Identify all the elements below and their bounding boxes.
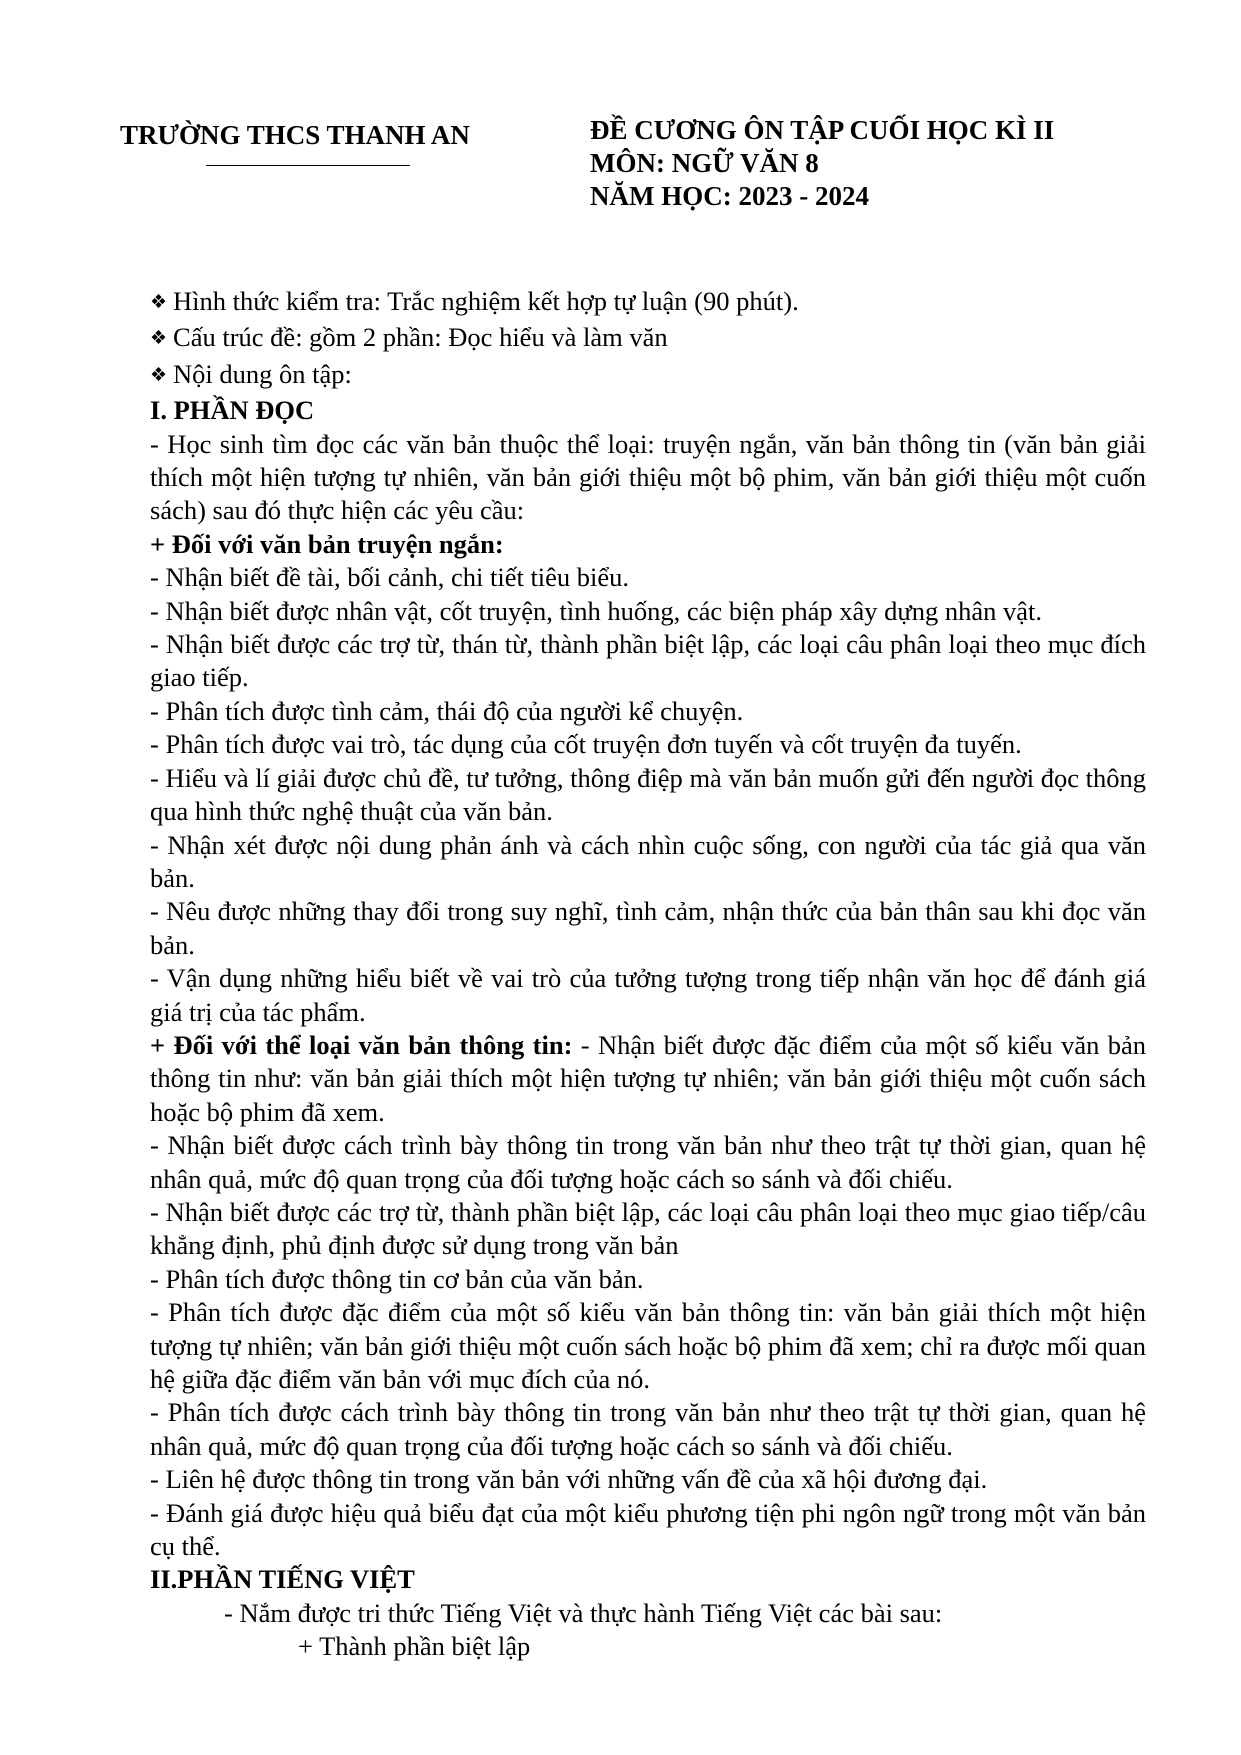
list-item: - Nhận biết được các trợ từ, thành phần biệt lập, các loại câu phân loại theo mục giao tiếp/câu khẳng định, phủ định được sử dụng trong văn bản [150, 1196, 1146, 1261]
title-line-2: MÔN: NGỮ VĂN 8 [590, 148, 819, 178]
list-item: - Phân tích được cách trình bày thông tin trong văn bản như theo trật tự thời gian, quan hệ nhân quả, mức độ quan trọng của đối tượng hoặc cách so sánh và đối chiếu. [150, 1397, 1146, 1461]
list-item: - Nhận biết được các trợ từ, thán từ, thành phần biệt lập, các loại câu phân loại theo mục đích giao tiếp. [150, 629, 1146, 693]
document-body [150, 285, 1146, 1664]
list-item: - Hiểu và lí giải được chủ đề, tư tưởng, thông điệp mà văn bản muốn gửi đến người đọc thông qua hình thức nghệ thuật của văn bản. [150, 762, 1146, 827]
subheading-short-story: + Đối với văn bản truyện ngắn: [150, 528, 504, 559]
list-item: - Nhận xét được nội dung phản ánh và cách nhìn cuộc sống, con người của tác giả qua văn bản. [150, 829, 1146, 893]
section-heading-reading: I. PHẦN ĐỌC [150, 395, 315, 426]
vietnamese-intro: - Nắm được tri thức Tiếng Việt và thực hành Tiếng Việt các bài sau: [224, 1597, 943, 1628]
title-line-3: NĂM HỌC: 2023 - 2024 [590, 181, 869, 211]
list-item: - Nêu được những thay đổi trong suy nghĩ, tình cảm, nhận thức của bản thân sau khi đọc văn bản. [150, 896, 1146, 960]
list-item: - Nhận biết được cách trình bày thông tin trong văn bản như theo trật tự thời gian, quan hệ nhân quả, mức độ quan trọng của đối tượng hoặc cách so sánh và đối chiếu. [150, 1130, 1146, 1194]
school-name: TRƯỜNG THCS THANH AN [120, 120, 470, 150]
list-item: - Phân tích được thông tin cơ bản của văn bản. [150, 1263, 644, 1294]
school-underline [206, 165, 410, 166]
bullet-exam-structure: ❖ Cấu trúc đề: gồm 2 phần: Đọc hiểu và làm văn [150, 321, 1146, 357]
document-title [590, 114, 1054, 213]
list-item: - Phân tích được vai trò, tác dụng của cốt truyện đơn tuyến và cốt truyện đa tuyến. [150, 729, 1022, 760]
list-item: - Vận dụng những hiểu biết về vai trò của tưởng tượng trong tiếp nhận văn học để đánh giá giá trị của tác phẩm. [150, 963, 1146, 1027]
list-item: - Phân tích được tình cảm, thái độ của người kể chuyện. [150, 695, 744, 726]
informational-text-paragraph [150, 1029, 1146, 1129]
subheading-informational-text: + Đối với thể loại văn bản thông tin: [150, 1029, 573, 1060]
title-line-1: ĐỀ CƯƠNG ÔN TẬP CUỐI HỌC KÌ II [590, 115, 1055, 145]
bullet-review-content: ❖ Nội dung ôn tập: [150, 358, 1146, 394]
reading-intro: - Học sinh tìm đọc các văn bản thuộc thể loại: truyện ngắn, văn bản thông tin (văn bản giải thích một hiện tượng tự nhiên, văn bản giới thiệu một bộ phim, văn bản giới thiệu một cuốn sách) sau đó thực hiện các yêu cầu: [150, 428, 1146, 526]
vietnamese-item: + Thành phần biệt lập [298, 1631, 531, 1662]
list-item: - Đánh giá được hiệu quả biểu đạt của một kiểu phương tiện phi ngôn ngữ trong một văn bản cụ thể. [150, 1497, 1146, 1562]
section-heading-vietnamese: II.PHẦN TIẾNG VIỆT [150, 1564, 415, 1595]
bullet-exam-format: ❖ Hình thức kiểm tra: Trắc nghiệm kết hợp tự luận (90 phút). [150, 285, 1146, 321]
list-item: - Nhận biết đề tài, bối cảnh, chi tiết tiêu biểu. [150, 562, 630, 593]
list-item: - Phân tích được đặc điểm của một số kiểu văn bản thông tin: văn bản giải thích một hiện tượng tự nhiên; văn bản giới thiệu một cuốn sách hoặc bộ phim đã xem; chỉ ra được mối quan hệ giữa đặc điểm văn bản với mục đích của nó. [150, 1297, 1146, 1394]
list-item: - Liên hệ được thông tin trong văn bản với những vấn đề của xã hội đương đại. [150, 1464, 988, 1495]
informational-first-item: - Nhận biết được đặc điểm của một số kiểu văn bản thông tin như: văn bản giải thích một hiện tượng tự nhiên; văn bản giới thiệu một cuốn sách hoặc bộ phim đã xem. [150, 1029, 1146, 1127]
list-item: - Nhận biết được nhân vật, cốt truyện, tình huống, các biện pháp xây dựng nhân vật. [150, 595, 1042, 626]
